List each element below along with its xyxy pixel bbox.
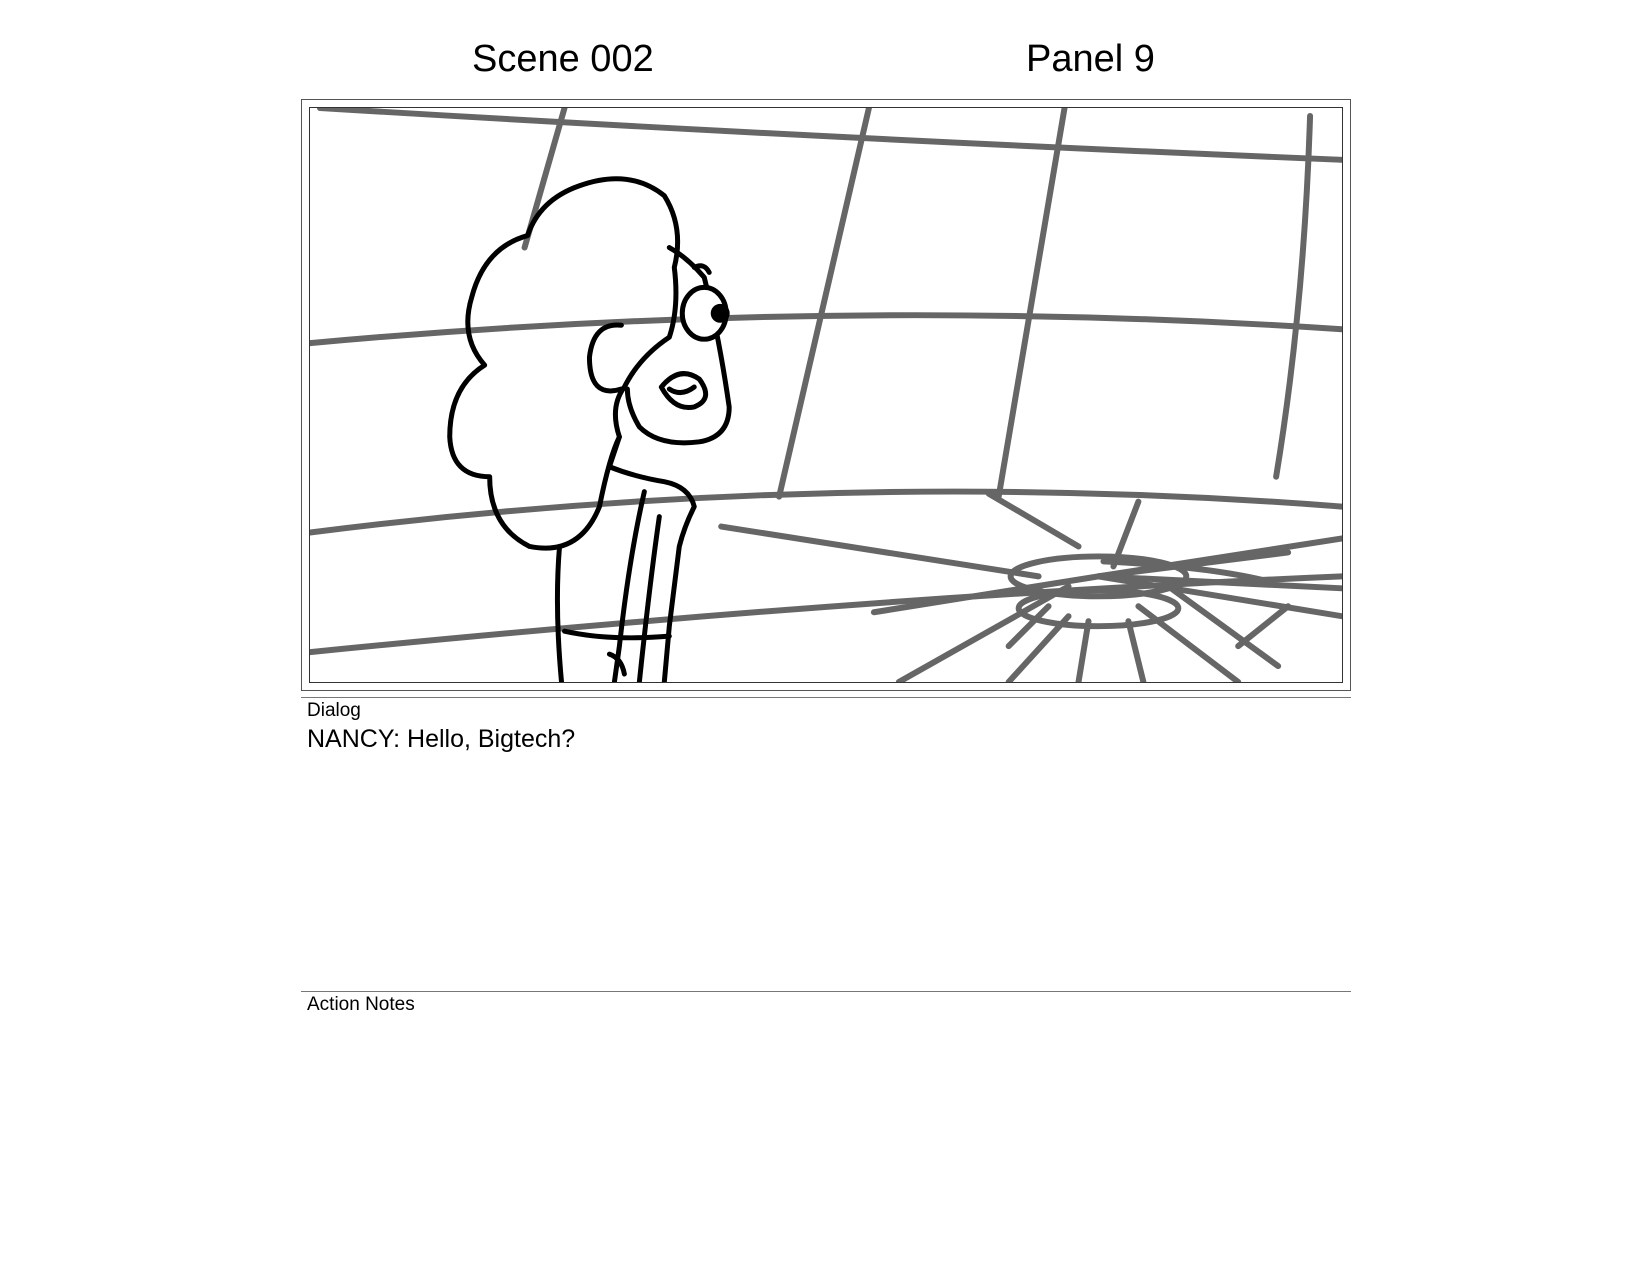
character-nancy [450,179,729,682]
storyboard-panel-frame [301,99,1351,691]
dialog-divider [301,697,1351,698]
storyboard-panel-drawing [309,107,1343,683]
panel-number: Panel 9 [1026,38,1155,80]
dialog-text: NANCY: Hello, Bigtech? [307,725,576,753]
scene-number: Scene 002 [472,38,654,80]
background-grid [310,108,1342,682]
action-notes-heading: Action Notes [307,994,415,1015]
action-notes-divider [301,991,1351,992]
panel-sketch [310,108,1342,682]
dialog-heading: Dialog [307,700,361,721]
